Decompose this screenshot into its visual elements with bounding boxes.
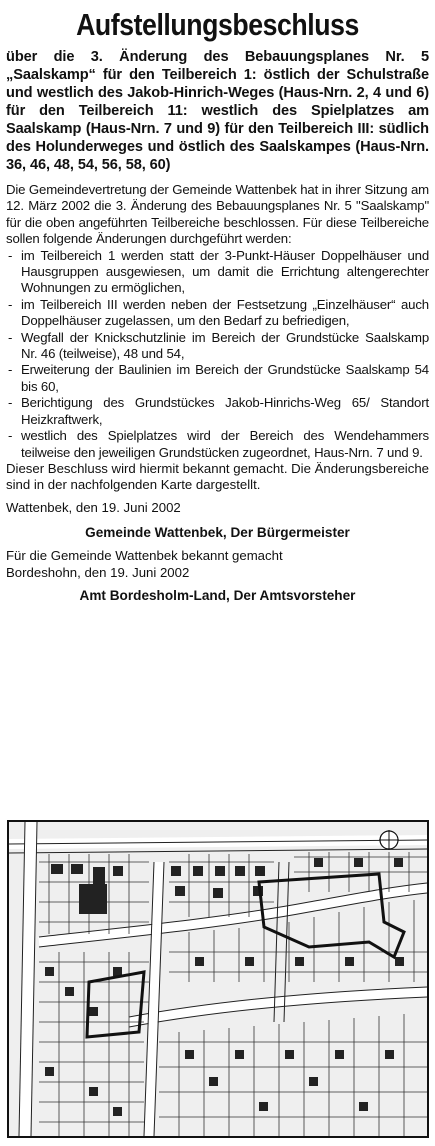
list-item	[6, 297, 429, 330]
signature-mayor: Gemeinde Wattenbek, Der Bürgermeister	[85, 525, 350, 541]
site-plan-drawing	[9, 822, 427, 1136]
list-item-text: im Teilbereich 1 werden statt der 3-Punkt-Häuser Doppelhäuser und Hausgruppen ausgewiesen, um damit die Errichtung altengerechter Wohnungen zu ermöglichen,	[21, 247, 429, 296]
intro-paragraph: Die Gemeindevertretung der Gemeinde Wattenbek hat in ihrer Sitzung am 12. März 2002 die 3. Änderung des Bebauungsplanes Nr. 5 "Saalskamp" für die oben angeführten Teilbereiche beschlossen. Für diese Teilbereiche sollen folgende Änderungen durchgeführt werden:	[6, 182, 429, 247]
list-item-text: Berichtigung des Grundstückes Jakob-Hinrichs-Weg 65/ Standort Heizkraftwerk,	[21, 395, 429, 427]
signature-amtsvorsteher: Amt Bordesholm-Land, Der Amtsvorsteher	[79, 587, 356, 603]
list-item	[6, 248, 429, 297]
document-title: Aufstellungsbeschluss	[76, 7, 359, 42]
list-item	[6, 395, 429, 428]
announce-line: Für die Gemeinde Wattenbek bekannt gemacht	[6, 548, 283, 564]
dash-bullet: -	[8, 329, 13, 345]
changes-list	[6, 248, 429, 461]
place-date-1: Wattenbek, den 19. Juni 2002	[6, 499, 181, 515]
list-item-text: westlich des Spielplatzes wird der Bereich des Wendehammers teilweise den jeweiligen Grundstücken zugeordnet, Haus-Nrn. 7 und 9.	[21, 428, 429, 460]
dash-bullet: -	[8, 428, 13, 444]
list-item	[6, 330, 429, 363]
list-item-text: Erweiterung der Baulinien im Bereich der Grundstücke Saalskamp 54 bis 60,	[21, 362, 429, 394]
document-subtitle: über die 3. Änderung des Bebauungsplanes Nr. 5 „Saalskamp“ für den Teilbereich 1: östlich der Schulstraße und westlich des Jakob-Hinrich-Weges (Haus-Nrn. 2, 4 und 6) für den Teilbereich 11: westlich des Spielplatzes am Saalskamp (Haus-Nrn. 7 und 9) für den Teilbereich III: südlich des Holunderweges und östlich des Saalskampes (Haus-Nrn. 36, 46, 48, 54, 56, 58, 60)	[6, 49, 429, 173]
list-item	[6, 428, 429, 461]
dash-bullet: -	[8, 362, 13, 378]
closing-paragraph: Dieser Beschluss wird hiermit bekannt gemacht. Die Änderungsbereiche sind in der nachfolgenden Karte dargestellt.	[6, 460, 429, 493]
dash-bullet: -	[8, 395, 13, 411]
place-date-2: Bordeshohn, den 19. Juni 2002	[6, 564, 190, 580]
dash-bullet: -	[8, 296, 13, 312]
dash-bullet: -	[8, 247, 13, 263]
site-plan-map	[7, 820, 429, 1138]
list-item-text: Wegfall der Knickschutzlinie im Bereich der Grundstücke Saalskamp Nr. 46 (teilweise), 48 und 54,	[21, 329, 429, 362]
list-item	[6, 362, 429, 395]
list-item-text: im Teilbereich III werden neben der Festsetzung „Einzelhäuser“ auch Doppelhäuser zugelassen, um den Bedarf zu befriedigen,	[21, 296, 429, 329]
